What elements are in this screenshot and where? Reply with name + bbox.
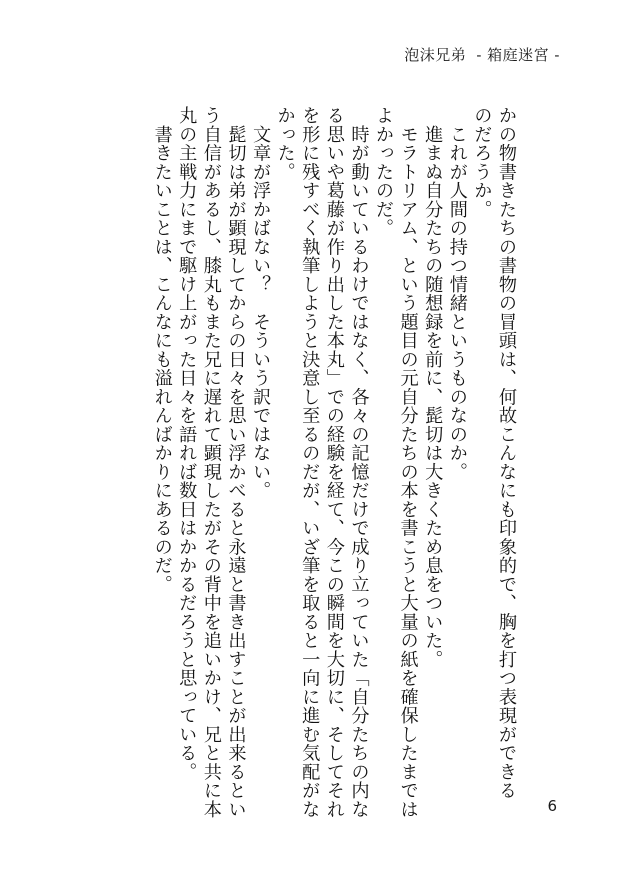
text-line: 進まぬ自分たちの随想録を前に、髭切は大きくため息をついた。 (422, 106, 444, 669)
text-line: モラトリアム、という題目の元自分たちの本を書こうと大量の紙を確保したまでは (397, 106, 419, 819)
text-line: を形に残すべく執筆しようと決意し至るのだが、いざ筆を取ると一向に進む気配がな (299, 106, 321, 819)
vertical-body-text (149, 106, 518, 819)
text-line: 丸の主戦力にまで駆け上がった日々を語れば数日はかかるだろうと思っている。 (176, 106, 198, 781)
text-line: これが人間の持つ情緒というものなのか。 (446, 106, 468, 481)
text-line: 時が動いているわけではなく、各々の記憶だけで成り立っていた「自分たちの内な (348, 106, 370, 819)
book-title: 泡沫兄弟 (404, 46, 467, 64)
text-line: よかったのだ。 (373, 106, 395, 238)
text-line: 文章が浮かばない？ そういう訳ではない。 (250, 106, 272, 500)
text-line: る思いや葛藤が作り出した本丸」での経験を経て、今この瞬間を大切に、そしてそれ (323, 106, 345, 819)
text-line: 髭切は弟が顕現してからの日々を思い浮かべると永遠と書き出すことが出来るとい (225, 106, 247, 819)
text-line: のだろうか。 (471, 106, 493, 219)
text-line: 書きたいことは、こんなにも溢れんばかりにあるのだ。 (151, 106, 173, 594)
book-subtitle: - 箱庭迷宮 - (476, 46, 560, 64)
page-number: 6 (547, 797, 557, 815)
text-line: う自信があるし、膝丸もまた兄に遅れて顕現したがその背中を追いかけ、兄と共に本 (200, 106, 222, 819)
running-header (404, 44, 560, 65)
text-line: かった。 (274, 106, 296, 181)
text-line: かの物書きたちの書物の冒頭は、何故こんなにも印象的で、胸を打つ表現ができる (496, 106, 517, 800)
